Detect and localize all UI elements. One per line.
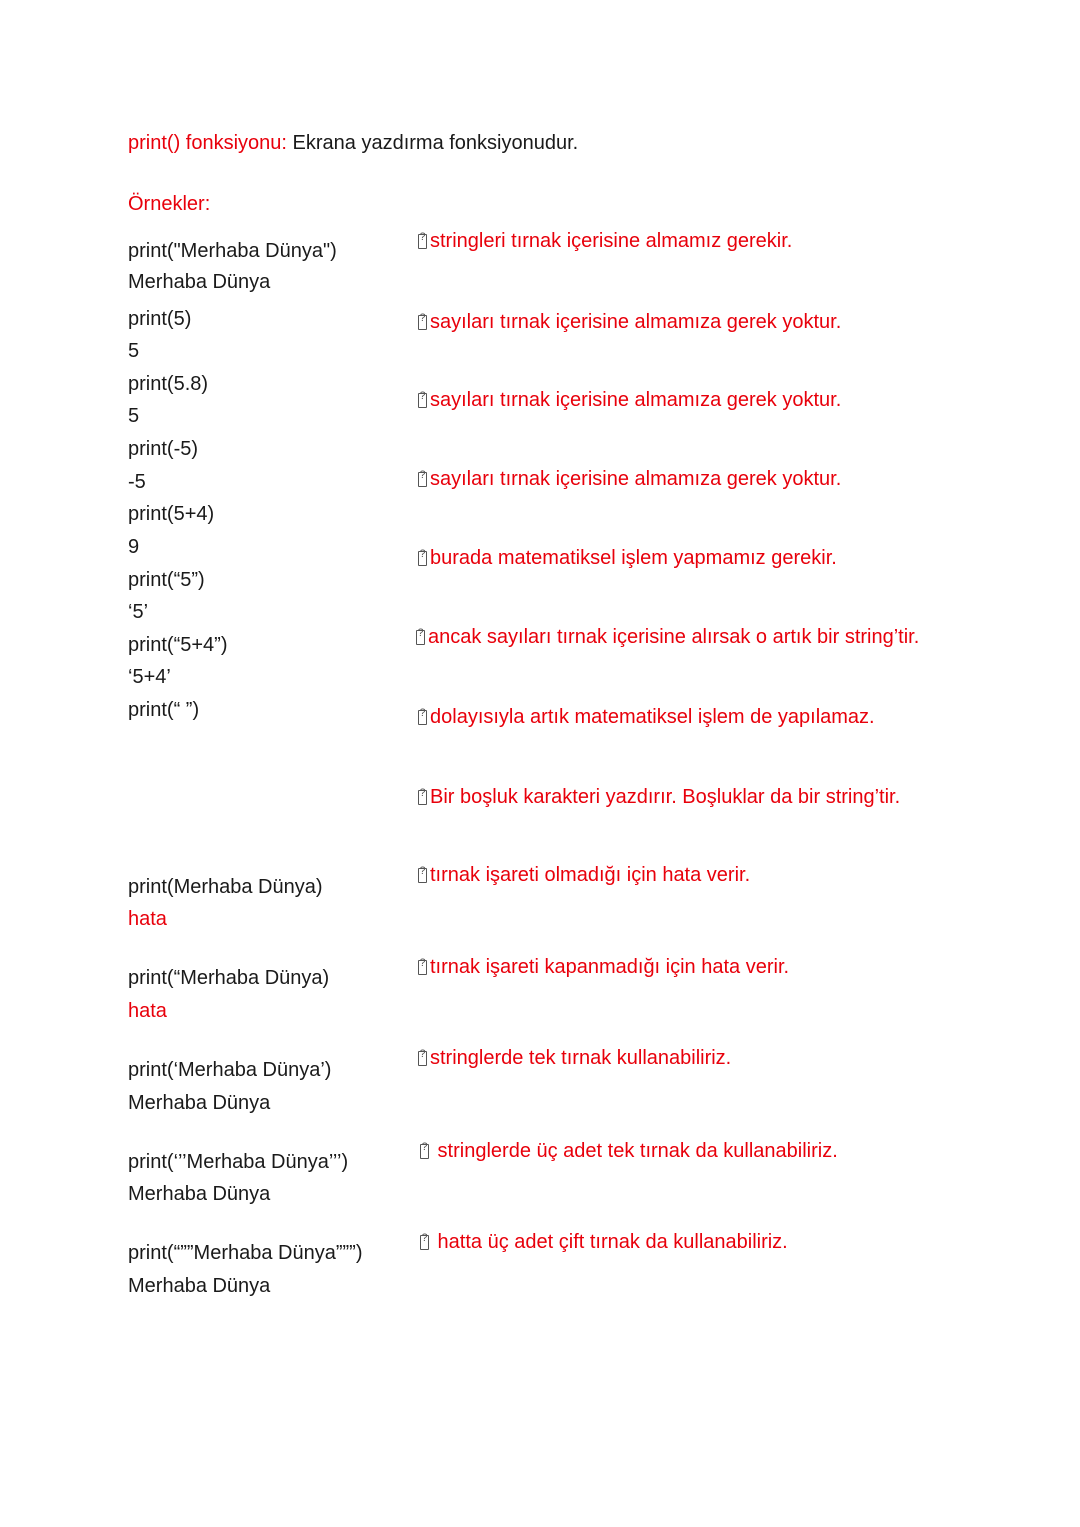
code-line: print(Merhaba Dünya) <box>128 876 323 898</box>
code-line: print(“ ”) <box>128 699 200 721</box>
code-line: print(‘Merhaba Dünya’) <box>128 1059 332 1081</box>
heading-description: Ekrana yazdırma fonksiyonudur. <box>286 132 579 154</box>
note-line: ?sayıları tırnak içerisine almamıza gerek yoktur. <box>418 312 841 332</box>
output-line: Merhaba Dünya <box>128 271 271 293</box>
note-line: ?sayıları tırnak içerisine almamıza gerek yoktur. <box>418 469 841 489</box>
code-line: print(“Merhaba Dünya) <box>128 967 330 989</box>
output-line: ‘5’ <box>128 601 149 623</box>
note-line: ?tırnak işareti olmadığı için hata verir. <box>418 865 750 885</box>
note-line: ?stringlerde tek tırnak kullanabiliriz. <box>418 1048 731 1068</box>
missing-glyph-icon <box>420 1144 429 1159</box>
code-line: print(“5+4”) <box>128 634 228 656</box>
code-line: print(5+4) <box>128 503 215 525</box>
note-line: ? stringlerde üç adet tek tırnak da kullanabiliriz. <box>420 1141 838 1161</box>
missing-glyph-icon <box>418 710 427 725</box>
missing-glyph-icon <box>418 790 427 805</box>
page-heading <box>128 133 578 153</box>
note-line: ? hatta üç adet çift tırnak da kullanabiliriz. <box>420 1232 788 1252</box>
missing-glyph-icon <box>416 630 425 645</box>
missing-glyph-icon <box>418 234 427 249</box>
output-line: 9 <box>128 536 140 558</box>
result-line: Merhaba Dünya <box>128 1275 271 1297</box>
missing-glyph-icon <box>418 393 427 408</box>
code-line: print(“5”) <box>128 569 205 591</box>
output-line: -5 <box>128 471 146 493</box>
missing-glyph-icon <box>418 551 427 566</box>
missing-glyph-icon <box>418 472 427 487</box>
result-line: Merhaba Dünya <box>128 1092 271 1114</box>
output-line: ‘5+4’ <box>128 666 171 688</box>
code-line: print(‘’’Merhaba Dünya’’’) <box>128 1151 349 1173</box>
result-line: hata <box>128 1000 167 1022</box>
note-line: ?tırnak işareti kapanmadığı için hata verir. <box>418 957 789 977</box>
result-line: Merhaba Dünya <box>128 1183 271 1205</box>
missing-glyph-icon <box>418 960 427 975</box>
note-line: ?dolayısıyla artık matematiksel işlem de yapılamaz. <box>418 707 875 727</box>
code-line: print(5) <box>128 308 192 330</box>
examples-label: Örnekler: <box>128 193 211 215</box>
note-line: ?ancak sayıları tırnak içerisine alırsak o artık bir string’tir. <box>416 627 919 647</box>
code-line: print(-5) <box>128 438 199 460</box>
heading-function-name: print() fonksiyonu: <box>128 132 287 154</box>
output-line: 5 <box>128 340 140 362</box>
output-line: 5 <box>128 405 140 427</box>
result-line: hata <box>128 908 167 930</box>
note-line: ?stringleri tırnak içerisine almamız gerekir. <box>418 231 792 251</box>
missing-glyph-icon <box>418 1051 427 1066</box>
code-line: print("Merhaba Dünya") <box>128 240 337 262</box>
missing-glyph-icon <box>420 1235 429 1250</box>
note-line: ?sayıları tırnak içerisine almamıza gerek yoktur. <box>418 390 841 410</box>
code-line: print(5.8) <box>128 373 209 395</box>
code-line: print(“””Merhaba Dünya”””) <box>128 1242 363 1264</box>
note-line: ?Bir boşluk karakteri yazdırır. Boşluklar da bir string’tir. <box>418 787 900 807</box>
missing-glyph-icon <box>418 868 427 883</box>
note-line: ?burada matematiksel işlem yapmamız gerekir. <box>418 548 837 568</box>
missing-glyph-icon <box>418 315 427 330</box>
